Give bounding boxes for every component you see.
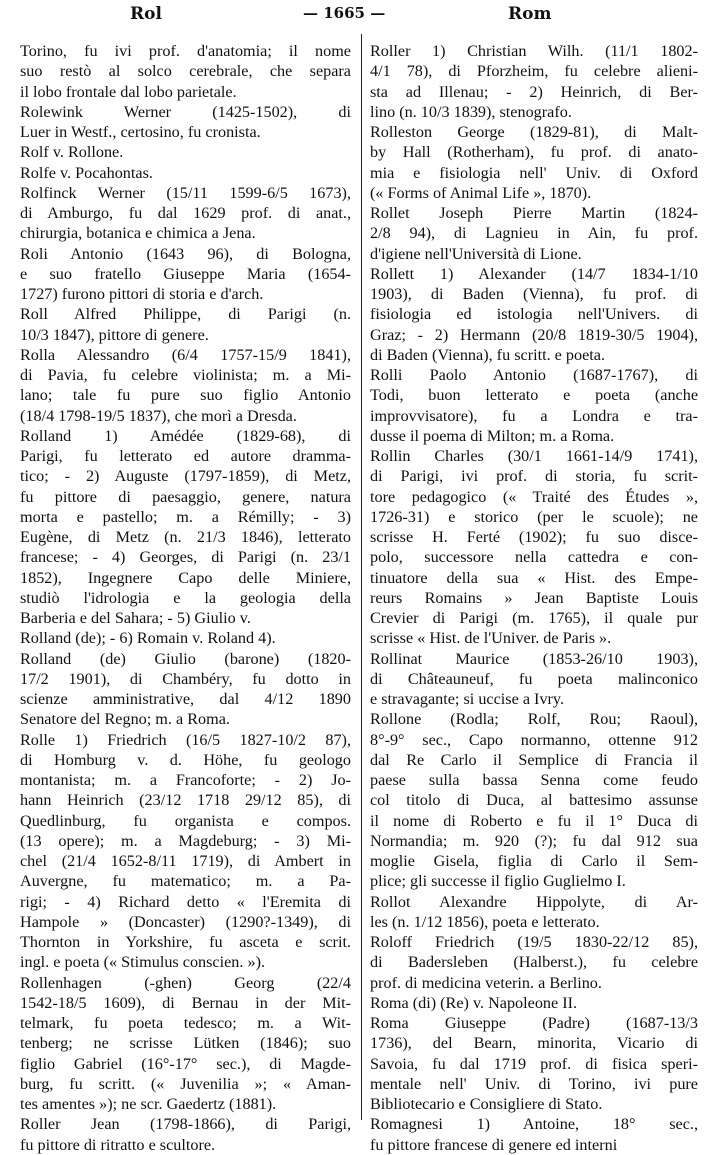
text-line: 1903), di Baden (Vienna), fu prof. di: [370, 285, 698, 303]
text-line: scienze amministrative, dal 4/12 1890: [20, 690, 351, 708]
text-line: Rolleston George (1829-81), di Malt-: [370, 123, 698, 141]
text-line: di Amburgo, fu dal 1629 prof. di anat.,: [20, 204, 351, 222]
text-line: Bibliotecario e Consigliere di Stato.: [370, 1095, 603, 1113]
text-line: Quedlinburg, fu organista e compos.: [20, 811, 351, 830]
text-line: Roma (di) (Re) v. Napoleone II.: [370, 993, 578, 1012]
text-line: 1726-31) e storico (per le scuole); ne: [370, 507, 698, 526]
text-line: Senatore del Regno; m. a Roma.: [20, 710, 230, 729]
text-line: telmark, fu poeta tedesco; m. a Wit-: [20, 1014, 351, 1032]
text-line: burg, fu scritt. (« Juvenilia »; « Aman-: [20, 1074, 351, 1093]
text-line: tico; - 2) Auguste (1797-1859), di Metz,: [20, 467, 351, 486]
text-line: suo restò al solco cerebrale, che separa: [20, 62, 351, 81]
text-line: Graz; - 2) Hermann (20/8 1819-30/5 1904),: [370, 325, 698, 344]
text-line: Rolle 1) Friedrich (16/5 1827-10/2 87),: [20, 730, 351, 749]
text-line: Rolland 1) Amédée (1829-68), di: [20, 426, 351, 445]
text-line: tore pedagogico (« Traité des Études »,: [370, 487, 698, 506]
text-line: paese sulla bassa Senna come feudo: [370, 771, 698, 789]
text-line: e stravagante; si uccise a Ivry.: [370, 690, 565, 708]
text-line: morta e pastello; m. a Rémilly; - 3): [20, 507, 351, 526]
text-line: mentale nell' Univ. di Torino, ivi pure: [370, 1074, 698, 1093]
text-line: Normandia; m. 920 (?); fu dal 912 sua: [370, 831, 698, 850]
text-line: scrisse « Hist. de l'Univer. de Paris ».: [370, 629, 612, 648]
text-line: tenberg; ne scrisse Lütken (1846); suo: [20, 1034, 351, 1053]
text-line: ingl. e poeta (« Stimulus conscien. »).: [20, 953, 266, 972]
text-line: Eugène, di Metz (n. 21/3 1846), letterato: [20, 528, 351, 546]
text-line: di Châteauneuf, fu poeta malinconico: [370, 669, 698, 688]
text-line: les (n. 1/12 1856), poeta e letterato.: [370, 912, 600, 931]
text-line: fisiologia ed istologia nell'Univers. di: [370, 305, 698, 324]
text-line: 8°-9° sec., Capo normanno, ottenne 912: [370, 730, 698, 749]
text-line: Parigi, fu letterato ed autore dramma-: [20, 447, 351, 465]
text-line: moglie Gisela, figlia di Carlo il Sem-: [370, 852, 698, 870]
text-line: Thornton in Yorkshire, fu asceta e scrit.: [20, 933, 351, 951]
text-line: fu pittore francese di genere ed interni: [370, 1135, 618, 1154]
text-line: tinuatore della sua « Hist. des Empe-: [370, 568, 698, 587]
text-line: Rolland (de) Giulio (barone) (1820-: [20, 649, 351, 668]
text-line: scrisse H. Ferté (1902); fu suo disce-: [370, 528, 698, 546]
text-line: chel (21/4 1652-8/11 1719), di Ambert in: [20, 852, 351, 870]
text-line: Auvergne, fu matematico; m. a Pa-: [20, 872, 351, 891]
text-line: Crevier di Parigi (m. 1765), il quale pur: [370, 609, 698, 627]
text-line: (18/4 1798-19/5 1837), che morì a Dresda.: [20, 406, 297, 425]
text-line: prof. di medicina veterin. a Berlino.: [370, 973, 602, 992]
text-line: 4/1 78), di Pforzheim, fu celebre alieni-: [370, 62, 698, 81]
page-header: [18, 4, 700, 26]
text-line: Rollot Alexandre Hippolyte, di Ar-: [370, 892, 698, 911]
text-line: di Homburg v. d. Höhe, fu geologo: [20, 750, 351, 769]
text-line: reurs Romains » Jean Baptiste Louis: [370, 588, 698, 607]
text-line: di Badersleben (Halberst.), fu celebre: [370, 953, 698, 972]
text-line: 17/2 1901), di Chambéry, fu dotto in: [20, 669, 351, 688]
text-line: plice; gli successe il figlio Guglielmo I.: [370, 872, 626, 891]
text-line: Barberia e del Sahara; - 5) Giulio v.: [20, 609, 251, 627]
text-line: studiò l'idrologia e la geologia della: [20, 588, 351, 607]
text-line: 1727) furono pittori di storia e d'arch.: [20, 285, 264, 303]
text-line: by Hall (Rotherham), fu prof. di anato-: [370, 143, 698, 162]
text-line: (13 opere); m. a Magdeburg; - 3) Mi-: [20, 831, 351, 850]
text-line: Rolfe v. Pocahontas.: [20, 163, 153, 182]
text-line: Roller Jean (1798-1866), di Parigi,: [20, 1115, 351, 1134]
text-line: Rollin Charles (30/1 1661-14/9 1741),: [370, 447, 698, 465]
text-line: montanista; m. a Francoforte; - 2) Jo-: [20, 771, 351, 789]
text-line: sta ad Illenau; - 2) Heinrich, di Ber-: [370, 82, 698, 101]
text-line: Rolewink Werner (1425-1502), di: [20, 102, 351, 121]
text-line: Roloff Friedrich (19/5 1830-22/12 85),: [370, 933, 698, 951]
text-line: Roller 1) Christian Wilh. (11/1 1802-: [370, 42, 698, 60]
text-line: di Parigi, ivi prof. di storia, fu scrit-: [370, 467, 698, 486]
header-right-guide-word: Rom: [508, 4, 552, 24]
text-line: d'igiene nell'Università di Lione.: [370, 244, 582, 263]
text-line: fu pittore di paesaggio, genere, natura: [20, 487, 351, 506]
text-line: Rolla Alessandro (6/4 1757-15/9 1841),: [20, 345, 351, 364]
text-line: Roli Antonio (1643 96), di Bologna,: [20, 244, 351, 263]
text-line: 2/8 94), di Lagnieu in Ain, fu prof.: [370, 224, 698, 243]
text-line: polo, successore nella cattedra e con-: [370, 548, 698, 567]
text-line: 1852), Ingegnere Capo delle Miniere,: [20, 568, 351, 587]
text-line: Roll Alfred Philippe, di Parigi (n.: [20, 305, 351, 324]
text-line: francese; - 4) Georges, di Parigi (n. 23/1: [20, 548, 351, 567]
text-line: 10/3 1847), pittore di genere.: [20, 325, 209, 344]
text-line: 1736), del Bearn, minorita, Vicario di: [370, 1034, 698, 1053]
text-line: Rollenhagen (-ghen) Georg (22/4: [20, 973, 351, 992]
text-line: il lobo frontale dal lobo parietale.: [20, 82, 237, 101]
text-line: di Baden (Vienna), fu scritt. e poeta.: [370, 345, 606, 364]
text-line: mia e fisiologia nell' Univ. di Oxford: [370, 163, 698, 182]
text-line: rigi; - 4) Richard detto « l'Eremita di: [20, 892, 351, 911]
text-line: Savoia, fu dal 1719 prof. di fisica speri-: [370, 1054, 698, 1073]
text-line: Roma Giuseppe (Padre) (1687-13/3: [370, 1014, 698, 1032]
text-line: tes amentes »); ne scr. Gaedertz (1881).: [20, 1095, 277, 1113]
text-line: 1542-18/5 1609), di Bernau in der Mit-: [20, 993, 351, 1012]
text-line: Hampole » (Doncaster) (1290?-1349), di: [20, 912, 351, 931]
left-column: [20, 41, 351, 1155]
column-divider: [361, 34, 362, 1120]
right-column: [370, 41, 698, 1155]
text-line: Torino, fu ivi prof. d'anatomia; il nome: [20, 42, 351, 60]
text-line: Todi, buon letterato e poeta (anche: [370, 386, 698, 405]
text-line: Rolf v. Rollone.: [20, 143, 124, 162]
page-number: — 1665 —: [303, 4, 386, 22]
text-line: lino (n. 10/3 1839), stenografo.: [370, 102, 572, 121]
text-line: Rollet Joseph Pierre Martin (1824-: [370, 204, 698, 222]
text-line: dal Re Carlo il Semplice di Francia il: [370, 750, 698, 769]
text-line: dusse il poema di Milton; m. a Roma.: [370, 426, 615, 445]
text-line: Rolli Paolo Antonio (1687-1767), di: [370, 366, 698, 384]
text-line: Rollinat Maurice (1853-26/10 1903),: [370, 649, 698, 668]
text-line: e suo fratello Giuseppe Maria (1654-: [20, 264, 351, 283]
text-line: Rollone (Rodla; Rolf, Rou; Raoul),: [370, 710, 698, 729]
text-line: il nome di Roberto e fu il 1° Duca di: [370, 811, 698, 830]
text-line: improvvisatore), fu a Londra e tra-: [370, 406, 698, 425]
text-line: (« Forms of Animal Life », 1870).: [370, 183, 592, 202]
text-line: Rollett 1) Alexander (14/7 1834-1/10: [370, 264, 698, 283]
text-line: Rolland (de); - 6) Romain v. Roland 4).: [20, 629, 276, 648]
text-line: Rolfinck Werner (15/11 1599-6/5 1673),: [20, 183, 351, 202]
text-line: hann Heinrich (23/12 1718 29/12 85), di: [20, 791, 351, 810]
header-left-guide-word: Rol: [130, 4, 162, 24]
text-line: di Pavia, fu celebre violinista; m. a Mi-: [20, 366, 351, 384]
text-line: Romagnesi 1) Antoine, 18° sec.,: [370, 1115, 698, 1134]
text-line: chirurgia, botanica e chimica a Jena.: [20, 224, 256, 243]
text-line: lano; tale fu pure suo figlio Antonio: [20, 386, 351, 405]
text-line: col titolo di Duca, al battesimo assunse: [370, 791, 698, 810]
text-line: Luer in Westf., certosino, fu cronista.: [20, 123, 261, 141]
text-line: figlio Gabriel (16°-17° sec.), di Magde-: [20, 1054, 351, 1073]
text-line: fu pittore di ritratto e scultore.: [20, 1135, 216, 1154]
